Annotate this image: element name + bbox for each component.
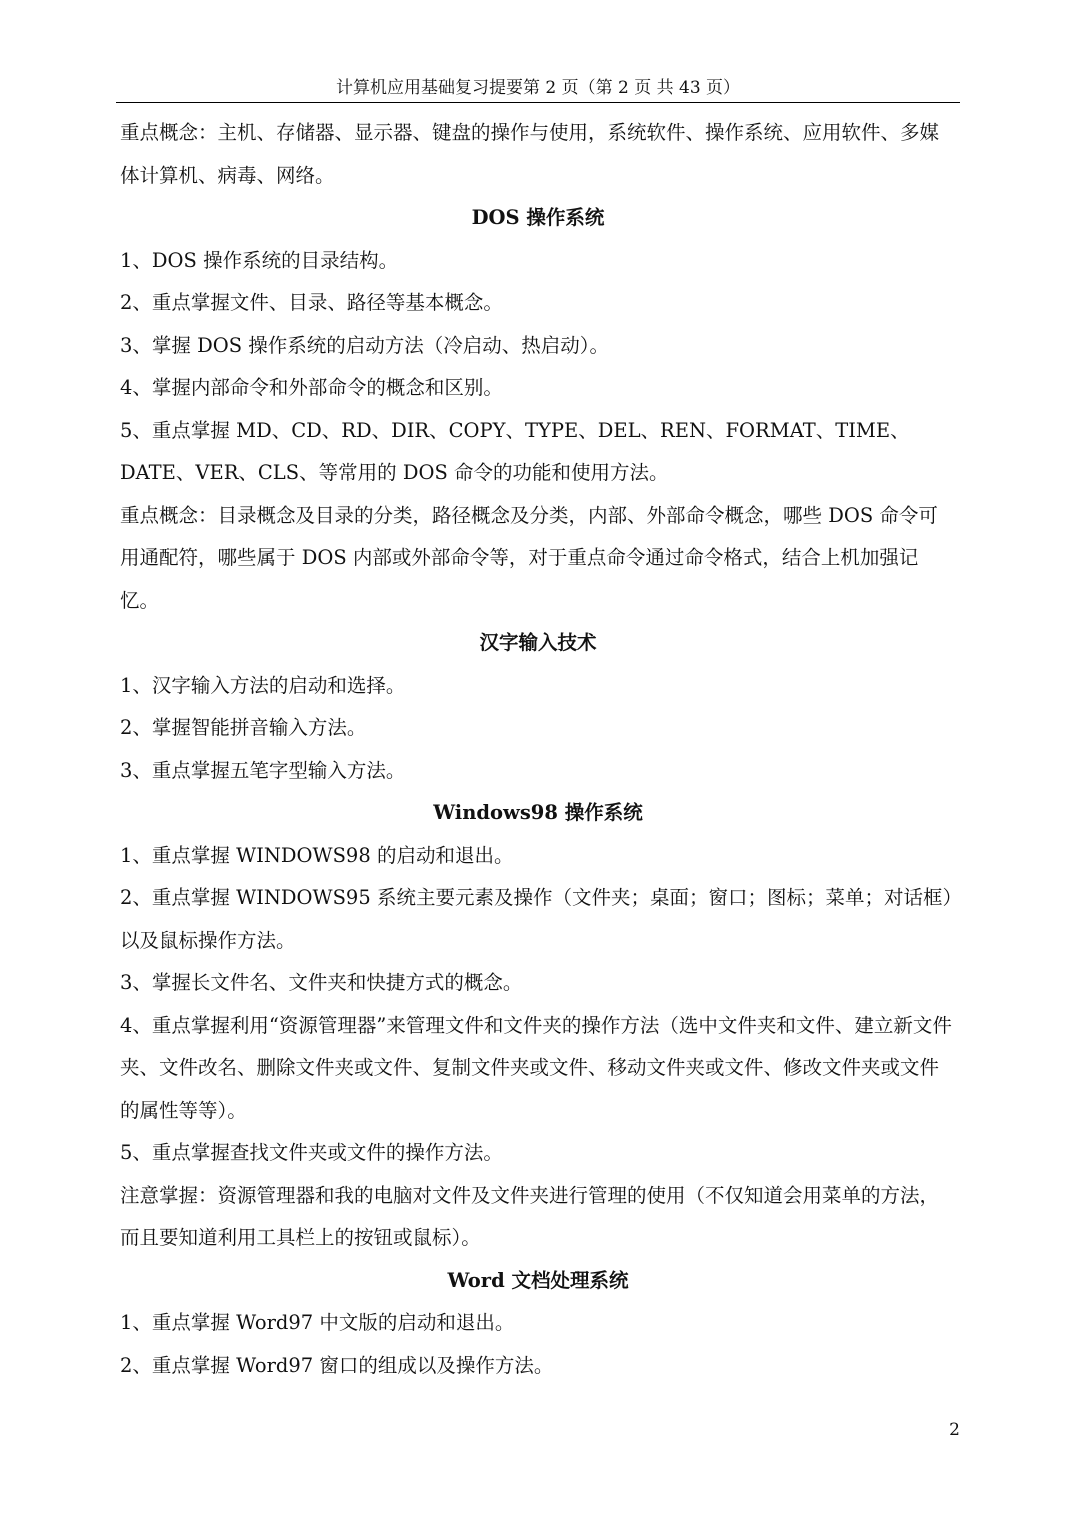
paragraph: 2、掌握智能拼音输入方法。 xyxy=(120,716,367,739)
section-heading: Windows98 操作系统 xyxy=(433,801,643,824)
document-body xyxy=(120,112,956,1387)
paragraph: 3、掌握长文件名、文件夹和快捷方式的概念。 xyxy=(120,971,523,994)
section-heading: Word 文档处理系统 xyxy=(447,1268,629,1292)
paragraph: 3、掌握 DOS 操作系统的启动方法（冷启动、热启动）。 xyxy=(120,333,610,357)
paragraph: 1、重点掌握 Word97 中文版的启动和退出。 xyxy=(120,1311,515,1334)
section-heading: 汉字输入技术 xyxy=(479,631,597,654)
paragraph: 5、重点掌握 MD、CD、RD、DIR、COPY、TYPE、DEL、REN、FORMAT、TIME、DATE、VER、CLS、等常用的 DOS 命令的功能和使用方法。 xyxy=(120,418,910,484)
paragraph: 重点概念：目录概念及目录的分类，路径概念及分类，内部、外部命令概念，哪些 DOS 命令可用通配符，哪些属于 DOS 内部或外部命令等，对于重点命令通过命令格式，结合上机加强记忆。 xyxy=(120,503,938,612)
paragraph: 2、重点掌握 WINDOWS95 系统主要元素及操作（文件夹；桌面；窗口；图标；菜单；对话框）以及鼠标操作方法。 xyxy=(120,886,953,952)
paragraph: 4、掌握内部命令和外部命令的概念和区别。 xyxy=(120,376,503,399)
paragraph: 1、汉字输入方法的启动和选择。 xyxy=(120,673,406,697)
page-header: 计算机应用基础复习提要第 2 页（第 2 页 共 43 页） xyxy=(116,74,960,103)
paragraph: 2、重点掌握 Word97 窗口的组成以及操作方法。 xyxy=(120,1353,554,1377)
paragraph: 4、重点掌握利用“资源管理器”来管理文件和文件夹的操作方法（选中文件夹和文件、建立新文件夹、文件改名、删除文件夹或文件、复制文件夹或文件、移动文件夹或文件、修改文件夹或文件的属性等等）。 xyxy=(120,1013,952,1122)
paragraph: 1、DOS 操作系统的目录结构。 xyxy=(120,248,399,272)
paragraph: 1、重点掌握 WINDOWS98 的启动和退出。 xyxy=(120,843,514,867)
page-number: 2 xyxy=(949,1420,960,1440)
paragraph: 3、重点掌握五笔字型输入方法。 xyxy=(120,758,406,782)
paragraph: 重点概念：主机、存储器、显示器、键盘的操作与使用，系统软件、操作系统、应用软件、多媒体计算机、病毒、网络。 xyxy=(120,121,940,187)
paragraph: 注意掌握：资源管理器和我的电脑对文件及文件夹进行管理的使用（不仅知道会用菜单的方法，而且要知道利用工具栏上的按钮或鼠标）。 xyxy=(120,1183,940,1249)
section-heading: DOS 操作系统 xyxy=(471,206,605,229)
paragraph: 5、重点掌握查找文件夹或文件的操作方法。 xyxy=(120,1141,503,1164)
paragraph: 2、重点掌握文件、目录、路径等基本概念。 xyxy=(120,291,503,314)
